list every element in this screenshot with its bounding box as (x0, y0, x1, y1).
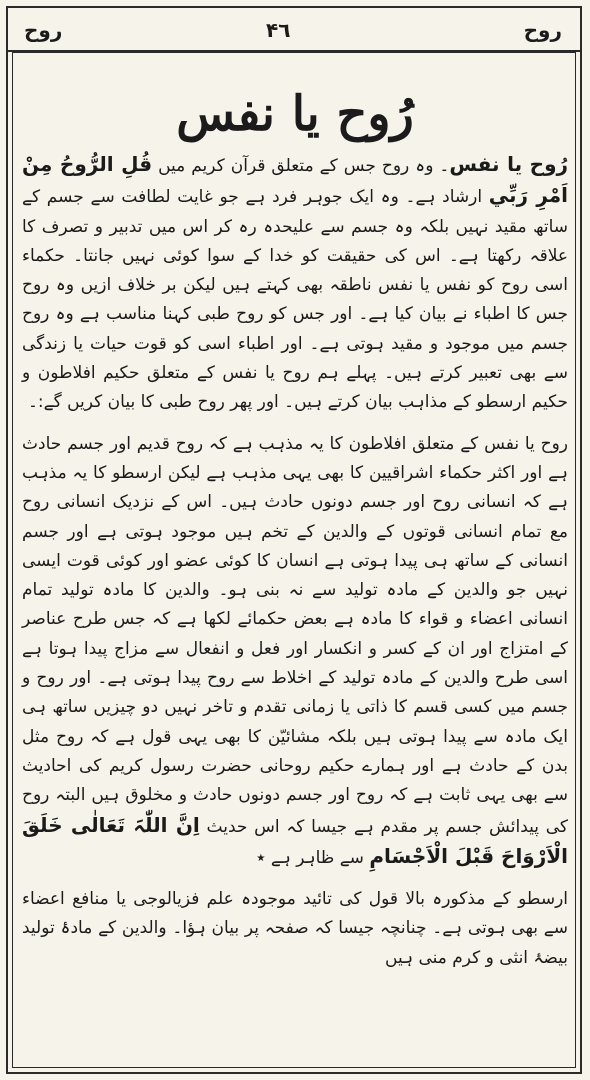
paragraph-1-lead: رُوح یا نفس (449, 152, 569, 176)
hadith-quote: اِنَّ اللّٰہَ تَعَالٰی خَلَقَ الْاَرْوَاحَ قَبْلَ الْاَجْسَامِ (22, 812, 568, 868)
paragraph-1-text: ۔ وہ روح جس کے متعلق قرآن کریم میں (152, 156, 450, 176)
article-body (22, 150, 568, 1060)
running-head-left: روح (24, 18, 63, 42)
quran-quote: قُلِ الرُّوحُ مِنْ اَمْرِ رَبِّي (22, 152, 568, 208)
running-head (8, 10, 582, 50)
paragraph-1-rest: ارشاد ہے۔ وہ ایک جوہر فرد ہے جو غایت لطافت سے جسم کے ساتھ مقید نہیں بلکہ وہ جسم سے علیحدہ رہ کر اس میں تدبیر و تصرف کا علاقہ رکھتا ہے۔ اس کی حقیقت کو خدا کے سوا کوئی نہیں جانتا۔ حکماء اسی روح کو نفس یا نفس ناطقہ بھی کہتے ہیں لیکن بر خلاف ازیں وہ روح جس کا اطباء نے بیان کیا ہے۔ اور جس کو روح طبی کہنا مناسب ہے وہ روح جسم میں موجود و مقید ہوتی ہے۔ اور اطباء اسی کو قوت حیات یا زندگی سے بھی تعبیر کرتے ہیں۔ پہلے ہم روح یا نفس کے متعلق حکیم افلاطون و حکیم ارسطو کے مذاہب بیان کرتے ہیں۔ اور پھر روح طبی کا بیان کریں گے:۔ (22, 187, 568, 413)
paragraph-2-text: روح یا نفس کے متعلق افلاطون کا یہ مذہب ہے کہ روح قدیم اور جسم حادث ہے اور اکثر حکماء اشراقیین کا بھی یہی مذہب ہے لیکن ارسطو کا یہ مذہب ہے کہ انسانی روح اور جسم دونوں حادث ہیں۔ اس کے نزدیک انسانی روح مع تمام انسانی قوتوں کے والدین کے تخم ہیں موجود ہوتی ہے اور جسم انسانی کے ساتھ ہی پیدا ہوتی ہے انسان کا کوئی عضو اور کوئی قوت ایسی نہیں جو والدین کے مادہ تولید سے نہ بنی ہو۔ والدین کا مادہ تولید تمام انسانی اعضاء و قواء کا مادہ ہے بعض حکمائے لکھا ہے کہ جس طرح عناصر کے امتزاج اور ان کے کسر و انکسار اور فعل و انفعال سے مزاج پیدا ہوتا ہے اسی طرح والدین کے مادہ تولید کے اخلاط سے روح پیدا ہوتی ہے۔ اور روح و جسم میں کسی قسم کا ذاتی یا زمانی تقدم و تاخر نہیں دو چیزیں ساتھ ہی ایک مادہ سے پیدا ہوتی ہیں بلکہ مشائیّن کا بھی یہی قول ہے کہ روح مثل بدن کے حادث ہے اور ہمارے حکیم روحانی حضرت رسول کریم کی احادیث سے بھی یہی ثابت ہے کہ روح اور جسم دونوں حادث و مخلوق ہیں البتہ روح کی پیدائش جسم پر مقدم ہے جیسا کہ اس حدیث (22, 433, 568, 837)
running-head-right: روح (523, 18, 562, 42)
paragraph-1 (22, 150, 568, 418)
page-number: ۴٦ (266, 18, 291, 42)
paragraph-3 (22, 885, 568, 973)
paragraph-2 (22, 430, 568, 873)
paragraph-3-text: ارسطو کے مذکورہ بالا قول کی تائید موجودہ علم فزیالوجی یا منافع اعضاء سے بھی ہوتی ہے۔ چنانچہ جیسا کہ صفحہ پر بیان ہؤا۔ والدین کے مادۂ تولید بیضۂ انثی و کرم منی ہیں (22, 889, 568, 968)
paragraph-2-rest: سے ظاہر ہے ٭ (256, 847, 370, 868)
chapter-title: رُوح یا نفس (176, 86, 414, 142)
